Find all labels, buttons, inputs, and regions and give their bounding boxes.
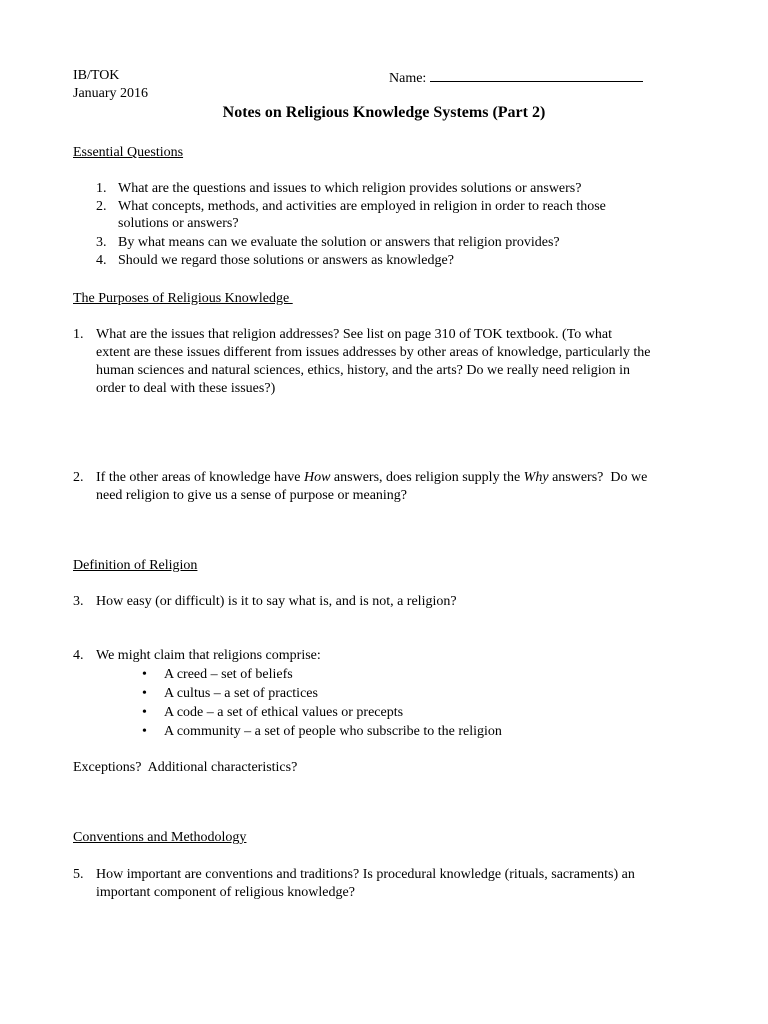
section-heading-purposes: The Purposes of Religious Knowledge	[73, 291, 293, 306]
date-label: January 2016	[73, 86, 149, 101]
question-1-line: order to deal with these issues?)	[96, 381, 276, 396]
question-number: 5.	[73, 867, 84, 882]
section-heading-definition: Definition of Religion	[73, 558, 198, 573]
question-4-text: We might claim that religions comprise:	[96, 648, 321, 663]
question-1-line: What are the issues that religion addresses? See list on page 310 of TOK textbook. (To what	[96, 327, 612, 342]
question-1-line: extent are these issues different from issues addresses by other areas of knowledge, particularly the	[96, 345, 651, 360]
course-label: IB/TOK	[73, 68, 120, 83]
question-number: 1.	[73, 327, 84, 342]
list-number: 3.	[96, 235, 107, 250]
name-label: Name:	[389, 71, 427, 86]
list-number: 1.	[96, 181, 107, 196]
question-2-line: If the other areas of knowledge have How answers, does religion supply the Why answers? Do we	[96, 470, 648, 485]
question-3-text: How easy (or difficult) is it to say what is, and is not, a religion?	[96, 594, 457, 609]
list-item: A community – a set of people who subscribe to the religion	[164, 724, 502, 739]
list-item: A creed – set of beliefs	[164, 667, 293, 682]
list-number: 2.	[96, 199, 107, 214]
bullet-icon: •	[142, 724, 147, 739]
exceptions-text: Exceptions? Additional characteristics?	[73, 760, 298, 775]
list-item: What are the questions and issues to which religion provides solutions or answers?	[118, 181, 582, 196]
question-number: 2.	[73, 470, 84, 485]
bullet-icon: •	[142, 705, 147, 720]
question-5-line: How important are conventions and traditions? Is procedural knowledge (rituals, sacraments) an	[96, 867, 635, 882]
emphasis-why: Why	[523, 470, 549, 485]
bullet-icon: •	[142, 686, 147, 701]
question-1-line: human sciences and natural sciences, ethics, history, and the arts? Do we really need religion in	[96, 363, 631, 378]
list-item: A code – a set of ethical values or precepts	[164, 705, 404, 720]
list-item: A cultus – a set of practices	[164, 686, 318, 701]
question-number: 3.	[73, 594, 84, 609]
section-heading-essential-questions: Essential Questions	[73, 145, 184, 160]
emphasis-how: How	[303, 470, 331, 485]
question-number: 4.	[73, 648, 84, 663]
list-item: What concepts, methods, and activities are employed in religion in order to reach those	[118, 199, 606, 214]
name-field[interactable]	[389, 67, 643, 88]
list-item-continuation: solutions or answers?	[118, 216, 239, 231]
question-5-line: important component of religious knowledge?	[96, 885, 355, 900]
bullet-icon: •	[142, 667, 147, 682]
page-title: Notes on Religious Knowledge Systems (Part 2)	[222, 104, 546, 121]
question-2-line: need religion to give us a sense of purpose or meaning?	[96, 488, 408, 503]
list-item: By what means can we evaluate the solution or answers that religion provides?	[118, 235, 560, 250]
list-number: 4.	[96, 253, 107, 268]
list-item: Should we regard those solutions or answers as knowledge?	[118, 253, 454, 268]
name-blank-line[interactable]	[430, 67, 643, 82]
section-heading-conventions: Conventions and Methodology	[73, 830, 247, 845]
